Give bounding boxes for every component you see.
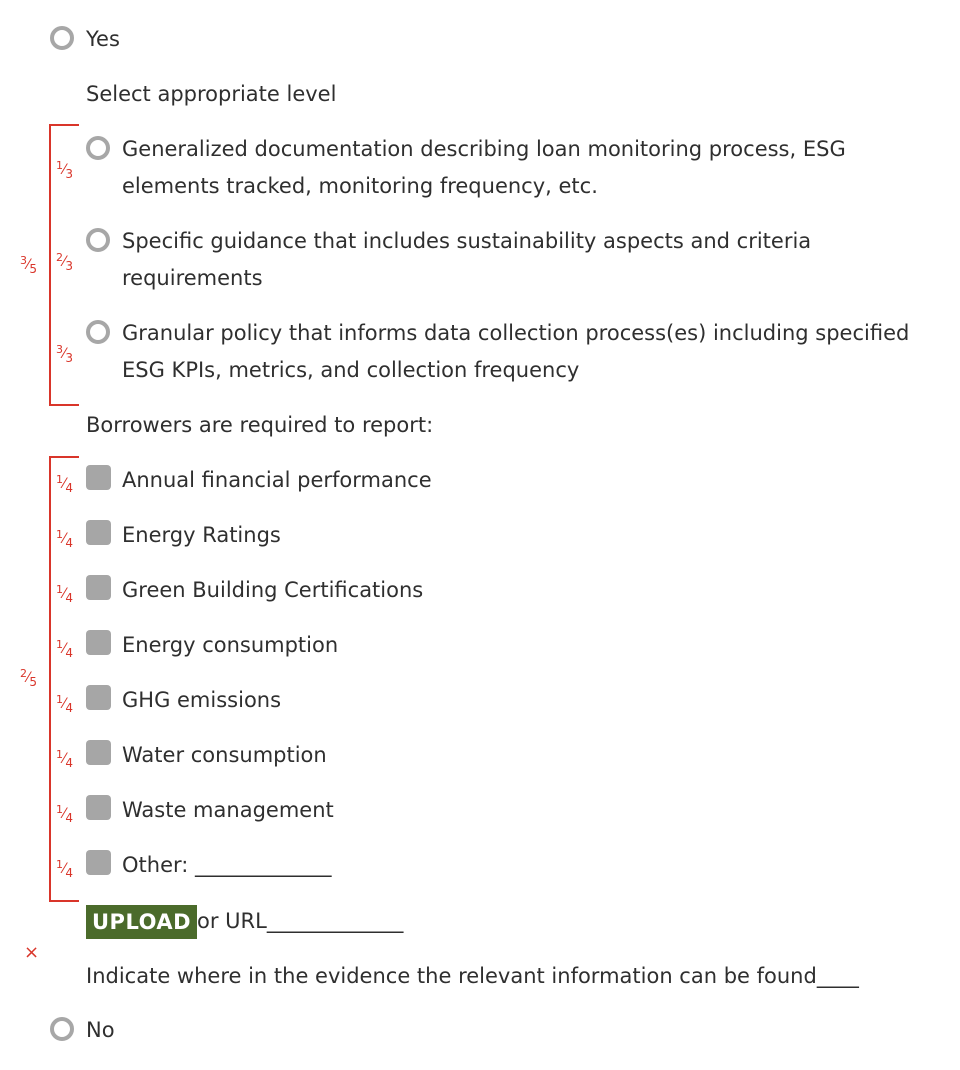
report-item-checkbox[interactable] [86,465,111,490]
report-item-score: $^1⁄_4$ [56,583,73,605]
report-item-checkbox[interactable] [86,795,111,820]
report-item-label: Energy consumption [122,633,339,657]
level-option-radio[interactable] [86,228,110,252]
level-option-label-cont: ESG KPIs, metrics, and collection frequency [122,358,580,382]
yes-radio[interactable] [50,26,74,50]
level-option-label-cont: requirements [122,266,263,290]
url-field[interactable]: or URL_____________ [197,909,404,933]
report-item-label: Energy Ratings [122,523,281,547]
report-item-label: GHG emissions [122,688,282,712]
report-item-checkbox[interactable] [86,630,111,655]
report-item-score: $^1⁄_4$ [56,803,73,825]
upload-button[interactable]: UPLOAD [86,905,197,939]
level-heading: Select appropriate level [86,82,337,106]
evidence-location-field[interactable]: Indicate where in the evidence the relevant information can be found____ [86,964,859,988]
report-item-checkbox[interactable] [86,740,111,765]
level-option-label: Granular policy that informs data collection process(es) including specified [122,321,910,345]
level-option-score: $^3⁄_3$ [56,343,73,365]
close-icon[interactable]: × [24,942,40,963]
level-section-score: $^3⁄_5$ [20,254,37,276]
report-item-label: Waste management [122,798,334,822]
report-item-checkbox[interactable] [86,520,111,545]
report-item-label: Other: _____________ [122,853,332,877]
report-item-score: $^1⁄_4$ [56,693,73,715]
report-section-score: $^2⁄_5$ [20,667,37,689]
level-option-score: $^1⁄_3$ [56,159,73,181]
report-item-score: $^1⁄_4$ [56,638,73,660]
report-item-checkbox[interactable] [86,685,111,710]
report-item-score: $^1⁄_4$ [56,528,73,550]
no-radio[interactable] [50,1017,74,1041]
report-item-checkbox[interactable] [86,575,111,600]
report-item-score: $^1⁄_4$ [56,473,73,495]
level-option-label: Generalized documentation describing loan monitoring process, ESG [122,137,846,161]
yes-label: Yes [86,27,120,51]
level-option-radio[interactable] [86,320,110,344]
report-item-label: Annual financial performance [122,468,432,492]
level-option-label: Specific guidance that includes sustainability aspects and criteria [122,229,812,253]
report-item-score: $^1⁄_4$ [56,858,73,880]
report-item-score: $^1⁄_4$ [56,748,73,770]
level-option-score: $^2⁄_3$ [56,251,73,273]
no-label: No [86,1018,115,1042]
report-item-label: Water consumption [122,743,327,767]
report-score-bracket [49,456,79,902]
level-option-label-cont: elements tracked, monitoring frequency, etc. [122,174,598,198]
report-item-label: Green Building Certifications [122,578,424,602]
level-option-radio[interactable] [86,136,110,160]
report-heading: Borrowers are required to report: [86,413,434,437]
report-item-checkbox[interactable] [86,850,111,875]
